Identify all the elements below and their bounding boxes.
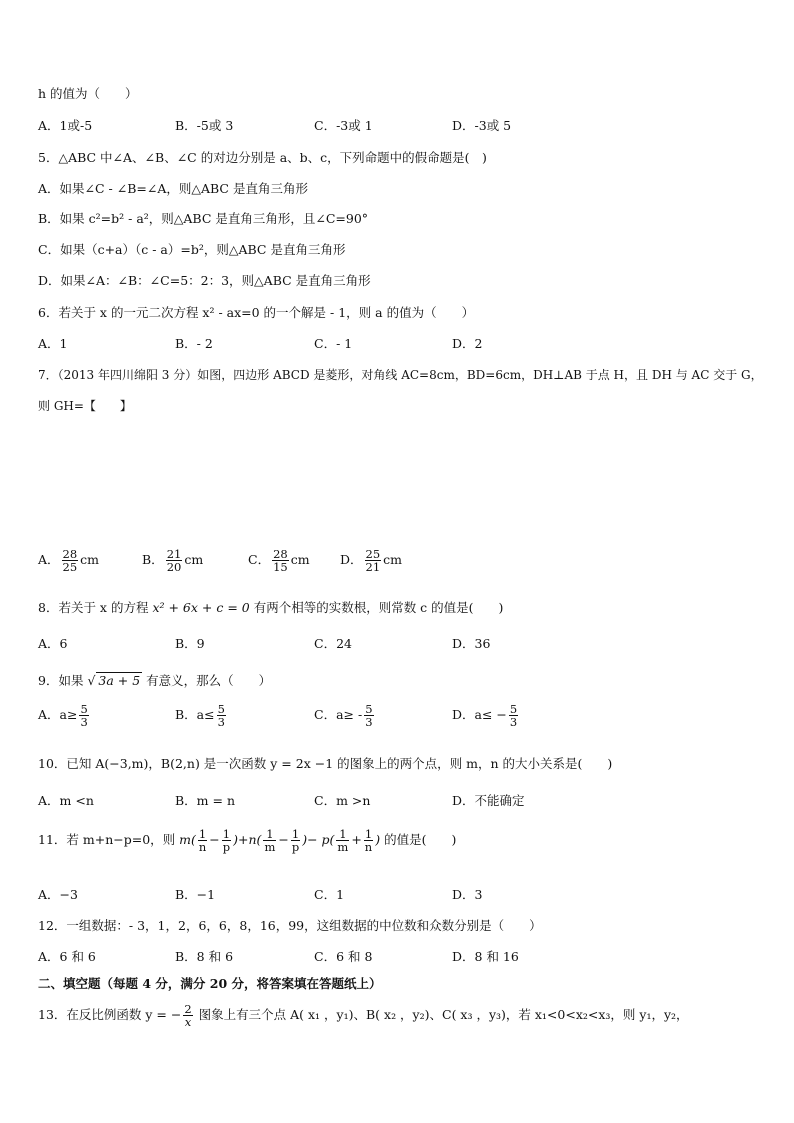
q10-option-b: B．m = n: [175, 793, 236, 808]
q12-option-c: C．6 和 8: [314, 949, 373, 964]
q9-option-c: C．a≥ - $\frac{5}{3}$: [314, 702, 373, 730]
q7-option-a-fraction: $\frac{28}{25}$: [62, 547, 78, 575]
section-heading-fill-in: 二、填空题（每题 4 分，满分 20 分，将答案填在答题纸上）: [38, 976, 382, 991]
q12-option-b: B．8 和 6: [175, 949, 234, 964]
q6-options: [38, 334, 758, 356]
q5-option-a: A．如果∠C - ∠B=∠A，则△ABC 是直角三角形: [38, 181, 308, 196]
q8-options: [38, 634, 758, 656]
q10-stem: 10．已知 A(−3,m)，B(2,n) 是一次函数 y = 2x −1 的图象上的两个点，则 m，n 的大小关系是( ): [38, 756, 613, 771]
q11-stem: 11．若 m+n−p=0，则 m( $\frac{1}{n}$ − $\frac{1}{p}$ )+n( $\frac{1}{m}$ − $\frac{1}{p}$ )− p( $\frac{1}{m}$ + $\frac{1}{n}$ ) 的值是( ): [38, 827, 457, 855]
q7-option-b: B． $\frac{21}{20}$ cm: [142, 547, 204, 575]
q6-option-d: D．2: [452, 336, 483, 351]
q7-option-a: A． $\frac{28}{25}$ cm: [38, 547, 100, 575]
q6-option-a: A．1: [38, 336, 68, 351]
q4-option-d: D．-3或 5: [452, 118, 512, 133]
q8-option-c: C．24: [314, 636, 352, 651]
q5-option-b: B．如果 c²=b² - a²，则△ABC 是直角三角形，且∠C=90°: [38, 211, 369, 226]
q6-stem: 6．若关于 x 的一元二次方程 x² - ax=0 的一个解是 - 1，则 a 的值为（ ）: [38, 305, 475, 320]
q7-option-d-fraction: $\frac{25}{21}$: [365, 547, 381, 575]
q8-equation: x² + 6x + c = 0: [152, 600, 250, 615]
q9-radical: 3a + 5: [98, 673, 141, 688]
q5-option-c: C．如果（c+a）（c - a）=b²，则△ABC 是直角三角形: [38, 242, 346, 257]
q7-option-c: C． $\frac{28}{15}$ cm: [248, 547, 310, 575]
q8-stem: 8．若关于 x 的方程 x² + 6x + c = 0 有两个相等的实数根，则常数 c 的值是( ): [38, 600, 504, 615]
q8-option-a: A．6: [38, 636, 68, 651]
q6-option-b: B．- 2: [175, 336, 213, 351]
q9-options: [38, 703, 758, 737]
q7-option-d: D． $\frac{25}{21}$ cm: [340, 547, 403, 575]
q10-option-d: D．不能确定: [452, 793, 525, 808]
q9-option-a: A．a≥ $\frac{5}{3}$: [38, 702, 88, 730]
q4-option-a: A．1或-5: [38, 118, 93, 133]
q12-options: [38, 947, 758, 969]
q9-option-b: B．a≤ $\frac{5}{3}$: [175, 702, 225, 730]
q12-option-a: A．6 和 6: [38, 949, 96, 964]
q4-option-c: C．-3或 1: [314, 118, 373, 133]
q10-option-c: C．m >n: [314, 793, 371, 808]
q9-stem: 9．如果 √ 3a + 5 有意义，那么（ ）: [38, 673, 272, 688]
q13-stem: 13．在反比例函数 y = − $\frac{2}{x}$ 图象上有三个点 A( x₁ ，y₁)、B( x₂ ，y₂)、C( x₃ ，y₃)，若 x₁<0<x₂<x₃，则 y₁，y₂，: [38, 1002, 689, 1030]
q7-option-c-fraction: $\frac{28}{15}$: [273, 547, 288, 575]
q6-option-c: C．- 1: [314, 336, 353, 351]
q11-option-d: D．3: [452, 887, 483, 902]
q7-options: [38, 548, 758, 582]
q5-option-d: D．如果∠A：∠B：∠C=5：2：3，则△ABC 是直角三角形: [38, 273, 371, 288]
q7-stem-line2: 则 GH=【 】: [38, 399, 132, 413]
q8-option-b: B．9: [175, 636, 205, 651]
q5-stem: 5．△ABC 中∠A、∠B、∠C 的对边分别是 a、b、c，下列命题中的假命题是( ): [38, 150, 487, 165]
q8-option-d: D．36: [452, 636, 491, 651]
q12-stem: 12．一组数据：- 3，1，2，6，6，8，16，99，这组数据的中位数和众数分别是（ ）: [38, 918, 542, 933]
q11-option-b: B．−1: [175, 887, 216, 902]
q4-stem: h 的值为（ ）: [38, 86, 138, 101]
q9-option-d: D．a≤ − $\frac{5}{3}$: [452, 702, 518, 730]
q11-option-a: A．−3: [38, 887, 78, 902]
q10-options: [38, 791, 758, 813]
q7-option-b-fraction: $\frac{21}{20}$: [166, 547, 182, 575]
q12-option-d: D．8 和 16: [452, 949, 519, 964]
q11-option-c: C．1: [314, 887, 345, 902]
q4-option-b: B．-5或 3: [175, 118, 234, 133]
q11-expression: m( $\frac{1}{n}$ − $\frac{1}{p}$ )+n( $\frac{1}{m}$ − $\frac{1}{p}$ )− p( $\frac{1}{m}$ + $\frac{1}{n}$ ): [179, 827, 381, 855]
q7-stem-line1: 7．（2013 年四川绵阳 3 分）如图，四边形 ABCD 是菱形，对角线 AC=8cm，BD=6cm，DH⊥AB 于点 H，且 DH 与 AC 交于 G，: [38, 368, 763, 382]
q11-options: [38, 885, 758, 907]
q10-option-a: A．m <n: [38, 793, 94, 808]
q4-options: [38, 116, 758, 138]
